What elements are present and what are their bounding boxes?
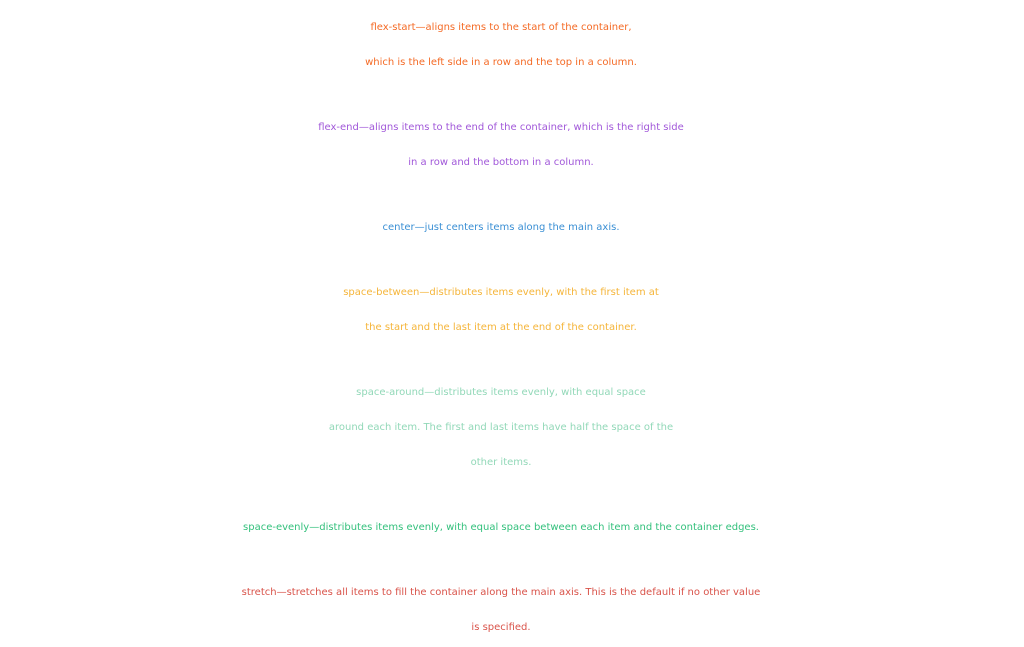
text-line: space-between—distributes items evenly, with the first item at — [343, 287, 659, 298]
stretch-description — [0, 575, 1002, 645]
text-line: in a row and the bottom in a column. — [408, 157, 594, 168]
text-line: which is the left side in a row and the top in a column. — [365, 57, 637, 68]
space-around-description — [0, 375, 1002, 480]
text-line: flex-start—aligns items to the start of the container, — [370, 22, 632, 33]
text-line: space-evenly—distributes items evenly, with equal space between each item and the container edges. — [243, 522, 759, 533]
text-line: around each item. The first and last items have half the space of the — [328, 422, 674, 433]
center-description — [0, 210, 1002, 245]
space-evenly-description — [0, 510, 1002, 545]
space-between-description — [0, 275, 1002, 345]
text-line: the start and the last item at the end of the container. — [365, 322, 637, 333]
text-line: flex-end—aligns items to the end of the container, which is the right side — [318, 122, 684, 133]
text-line: is specified. — [471, 622, 531, 633]
text-line: stretch—stretches all items to fill the container along the main axis. This is the default if no other value — [241, 587, 761, 598]
text-line: center—just centers items along the main axis. — [382, 222, 620, 233]
flex-end-description — [0, 110, 1002, 180]
text-line: other items. — [470, 457, 532, 468]
flex-start-description — [0, 10, 1002, 80]
text-line: space-around—distributes items evenly, with equal space — [356, 387, 646, 398]
